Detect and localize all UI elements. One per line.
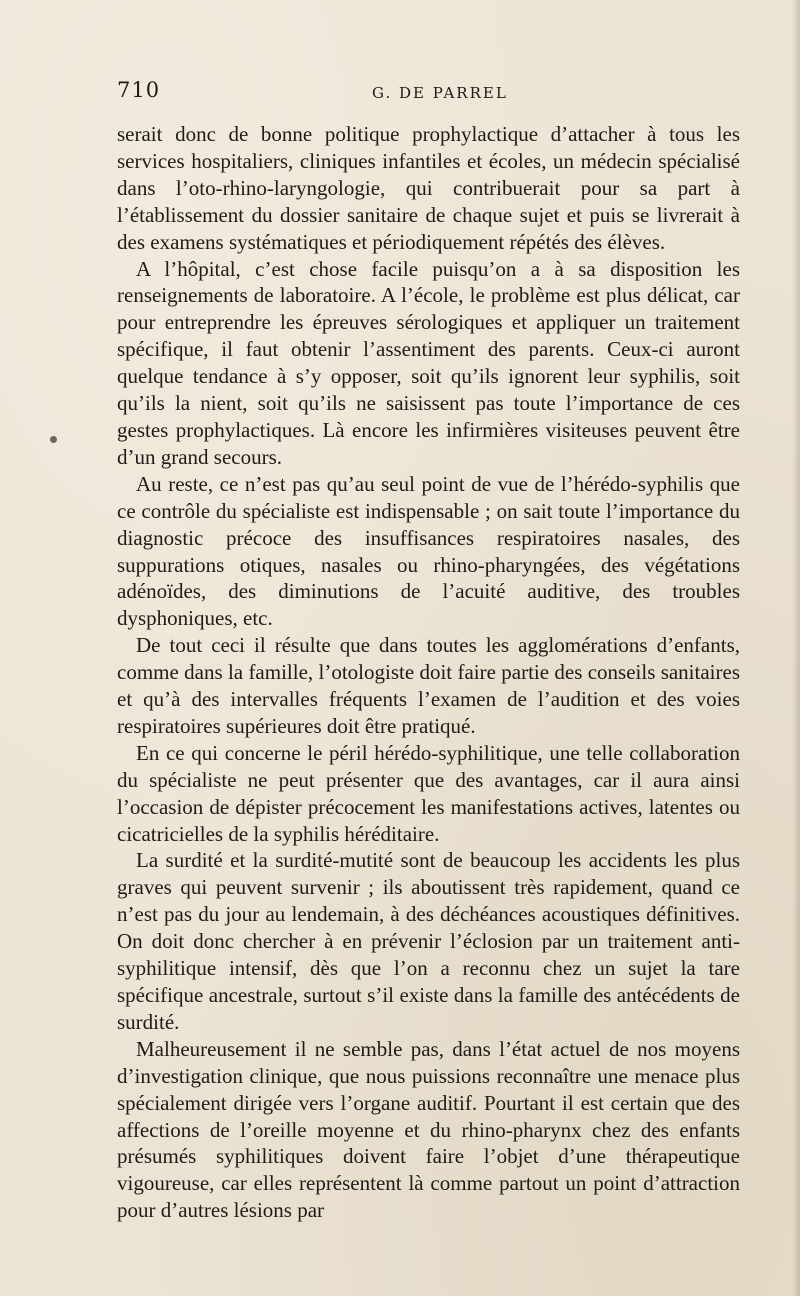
page-edge-shadow (792, 0, 800, 1296)
page-number: 710 (117, 78, 161, 102)
paragraph-6: La surdité et la surdité-mutité sont de beaucoup les accidents les plus graves qui peuvent survenir ; ils aboutissent très rapidement, quand ce n’est pas du jour au lendemain, à des déchéances acoustiques définitives. On doit donc chercher à en prévenir l’éclosion par un traitement anti-syphilitique intensif, dès que l’on a reconnu chez un sujet la tare spécifique ancestrale, surtout s’il existe dans la famille des antécédents de surdité. (117, 848, 740, 1034)
paragraph-1: serait donc de bonne politique prophylactique d’attacher à tous les services hospitaliers, cliniques infantiles et écoles, un médecin spécialisé dans l’oto-rhino-laryngologie, qui contribuerait pour sa part à l’établissement du dossier sanitaire de chaque sujet et puis se livrerait à des examens systématiques et périodiquement répétés des élèves. (117, 122, 740, 254)
running-title: G. DE PARREL (372, 84, 508, 102)
body-text (117, 121, 740, 1224)
paragraph-5: En ce qui concerne le péril hérédo-syphilitique, une telle collaboration du spécialiste ne peut présenter que des avantages, car il aura ainsi l’occasion de dépister précocement les manifestations actives, latentes ou cicatricielles de la syphilis héréditaire. (117, 740, 740, 846)
margin-mark (50, 436, 57, 443)
paragraph-3: Au reste, ce n’est pas qu’au seul point de vue de l’hérédo-syphilis que ce contrôle du spécialiste est indispensable ; on sait toute l’importance du diagnostic précoce des insuffisances respiratoires nasales, des suppurations otiques, nasales ou rhino-pharyngées, des végétations adénoïdes, des diminutions de l’acuité auditive, des troubles dysphoniques, etc. (117, 471, 740, 631)
paragraph-4: De tout ceci il résulte que dans toutes les agglomérations d’enfants, comme dans la famille, l’otologiste doit faire partie des conseils sanitaires et qu’à des intervalles fréquents l’examen de l’audition et des voies respiratoires supérieures doit être pratiqué. (117, 633, 740, 738)
paragraph-2: A l’hôpital, c’est chose facile puisqu’on a à sa disposition les renseignements de laboratoire. A l’école, le problème est plus délicat, car pour entreprendre les épreuves sérologiques et appliquer un traitement spécifique, il faut obtenir l’assentiment des parents. Ceux-ci auront quelque tendance à s’y opposer, soit qu’ils ignorent leur syphilis, soit qu’ils la nient, soit qu’ils ne saisissent pas toute l’importance de ces gestes prophylactiques. Là encore les infirmières visiteuses peuvent être d’un grand secours. (117, 256, 740, 469)
running-head (117, 78, 740, 104)
paragraph-7: Malheureusement il ne semble pas, dans l’état actuel de nos moyens d’investigation clinique, que nous puissions reconnaître une menace plus spécialement dirigée vers l’organe auditif. Pourtant il est certain que des affections de l’oreille moyenne et du rhino-pharynx chez des enfants présumés syphilitiques doivent faire l’objet d’une thérapeutique vigoureuse, car elles représentent là comme partout un point d’attraction pour d’autres lésions par (117, 1036, 740, 1223)
